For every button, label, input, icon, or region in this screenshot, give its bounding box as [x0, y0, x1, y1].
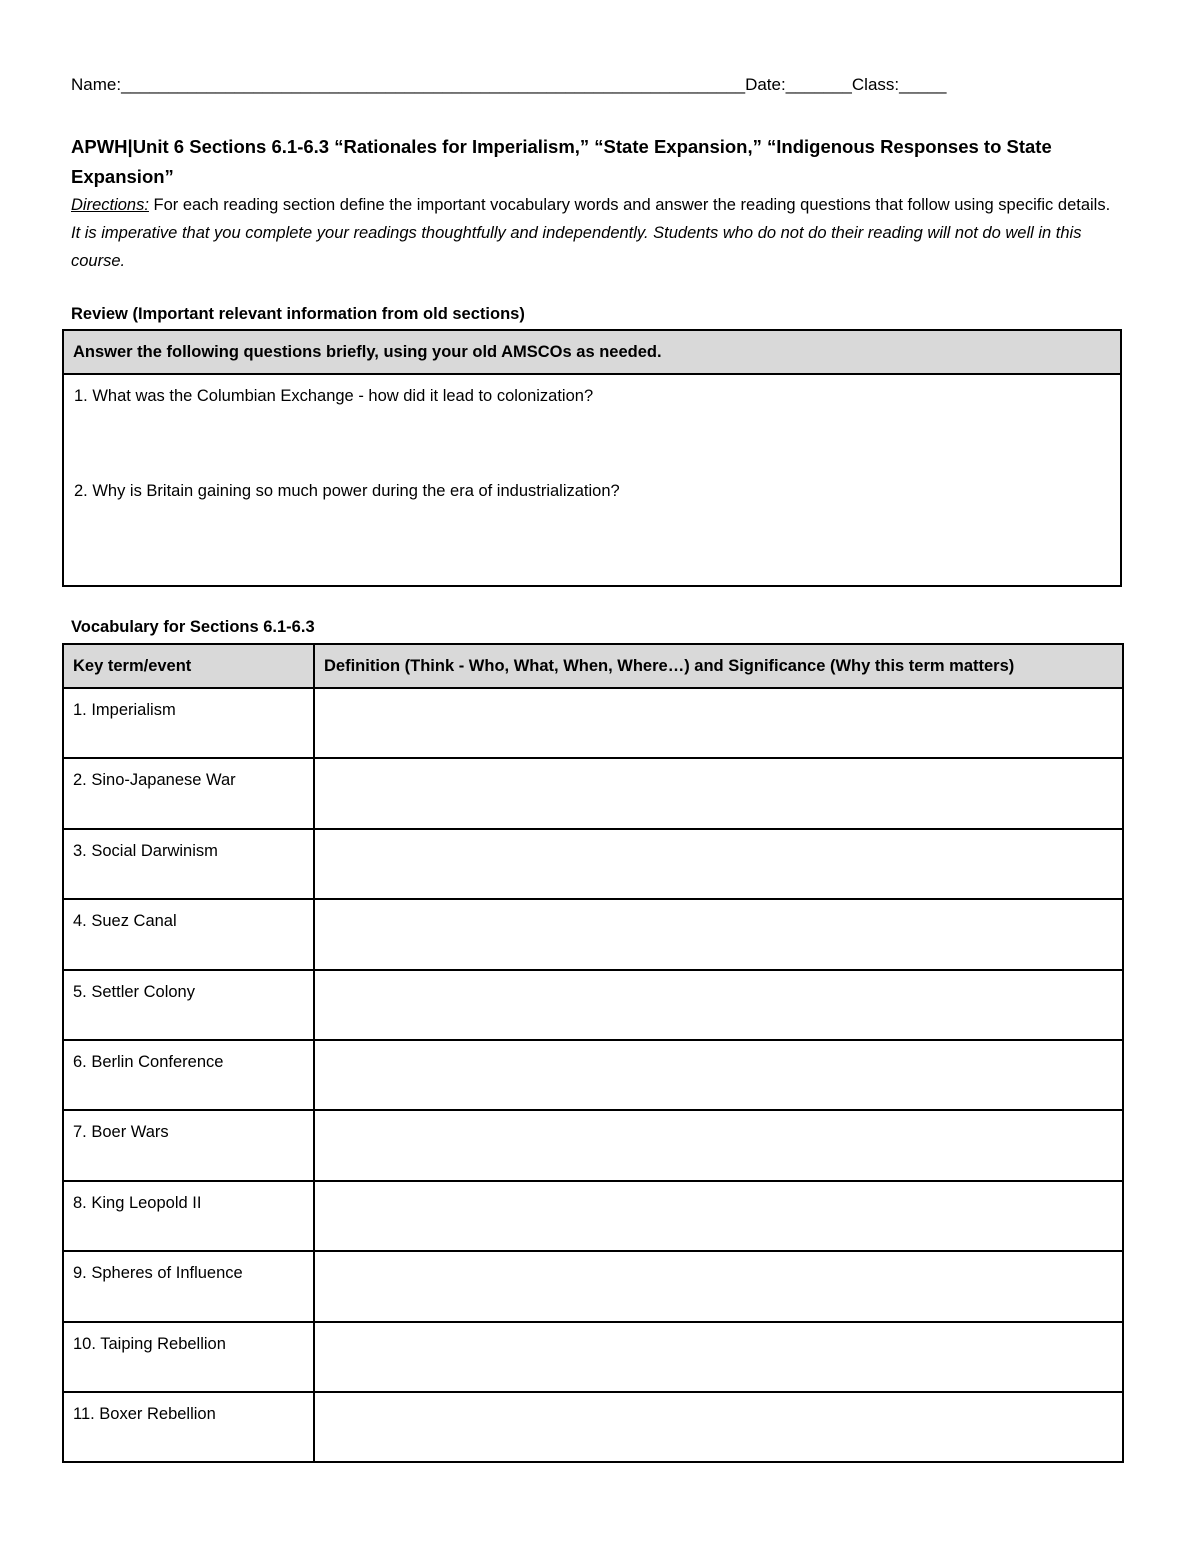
- vocab-term: 3. Social Darwinism: [63, 829, 314, 899]
- vocab-definition-cell[interactable]: [314, 1251, 1123, 1321]
- review-instruction: Answer the following questions briefly, using your old AMSCOs as needed.: [63, 330, 1121, 374]
- vocab-term: 6. Berlin Conference: [63, 1040, 314, 1110]
- vocab-term: 4. Suez Canal: [63, 899, 314, 969]
- vocab-definition-cell[interactable]: [314, 1322, 1123, 1392]
- vocab-term: 8. King Leopold II: [63, 1181, 314, 1251]
- directions-emphasis: It is imperative that you complete your readings thoughtfully and independently. Students who do not do their reading will not do well in this course.: [71, 224, 1082, 270]
- vocab-definition-cell[interactable]: [314, 1181, 1123, 1251]
- table-row: [63, 1392, 1123, 1462]
- vocab-term: 7. Boer Wars: [63, 1110, 314, 1180]
- table-row: [63, 1040, 1123, 1110]
- vocab-term: 2. Sino-Japanese War: [63, 758, 314, 828]
- directions-paragraph: [71, 191, 1121, 275]
- vocab-definition-cell[interactable]: [314, 688, 1123, 758]
- vocab-definition-cell[interactable]: [314, 899, 1123, 969]
- vocab-header-row: [63, 644, 1123, 688]
- vocab-col-definition-header: Definition (Think - Who, What, When, Where…) and Significance (Why this term matters): [314, 644, 1123, 688]
- table-row: [63, 688, 1123, 758]
- vocab-table: [62, 643, 1124, 1463]
- vocab-term: 1. Imperialism: [63, 688, 314, 758]
- directions-label: Directions:: [71, 196, 149, 214]
- vocab-definition-cell[interactable]: [314, 1110, 1123, 1180]
- review-section-label: Review (Important relevant information from old sections): [71, 305, 525, 323]
- vocab-term: 9. Spheres of Influence: [63, 1251, 314, 1321]
- review-question-2: 2. Why is Britain gaining so much power during the era of industrialization?: [74, 482, 620, 500]
- name-date-class-line: Name:__________________________________________________________________Date:_______Class:_____: [71, 75, 947, 94]
- review-table: [62, 329, 1122, 587]
- vocab-definition-cell[interactable]: [314, 1040, 1123, 1110]
- review-answer-area[interactable]: [63, 374, 1121, 586]
- vocab-definition-cell[interactable]: [314, 970, 1123, 1040]
- directions-text: For each reading section define the important vocabulary words and answer the reading questions that follow using specific details.: [148, 196, 1111, 214]
- table-row: [63, 758, 1123, 828]
- vocab-definition-cell[interactable]: [314, 758, 1123, 828]
- vocab-section-label: Vocabulary for Sections 6.1-6.3: [71, 618, 315, 636]
- review-question-1: 1. What was the Columbian Exchange - how did it lead to colonization?: [74, 387, 594, 405]
- vocab-term: 11. Boxer Rebellion: [63, 1392, 314, 1462]
- vocab-definition-cell[interactable]: [314, 1392, 1123, 1462]
- table-row: [63, 899, 1123, 969]
- table-row: [63, 829, 1123, 899]
- table-row: [63, 1110, 1123, 1180]
- table-row: [63, 1322, 1123, 1392]
- vocab-col-term-header: Key term/event: [63, 644, 314, 688]
- worksheet-title: APWH|Unit 6 Sections 6.1-6.3 “Rationales for Imperialism,” “State Expansion,” “Indigenous Responses to State Expansion”: [71, 136, 1052, 187]
- table-row: [63, 1181, 1123, 1251]
- table-row: [63, 1251, 1123, 1321]
- vocab-term: 10. Taiping Rebellion: [63, 1322, 314, 1392]
- table-row: [63, 970, 1123, 1040]
- vocab-definition-cell[interactable]: [314, 829, 1123, 899]
- vocab-term: 5. Settler Colony: [63, 970, 314, 1040]
